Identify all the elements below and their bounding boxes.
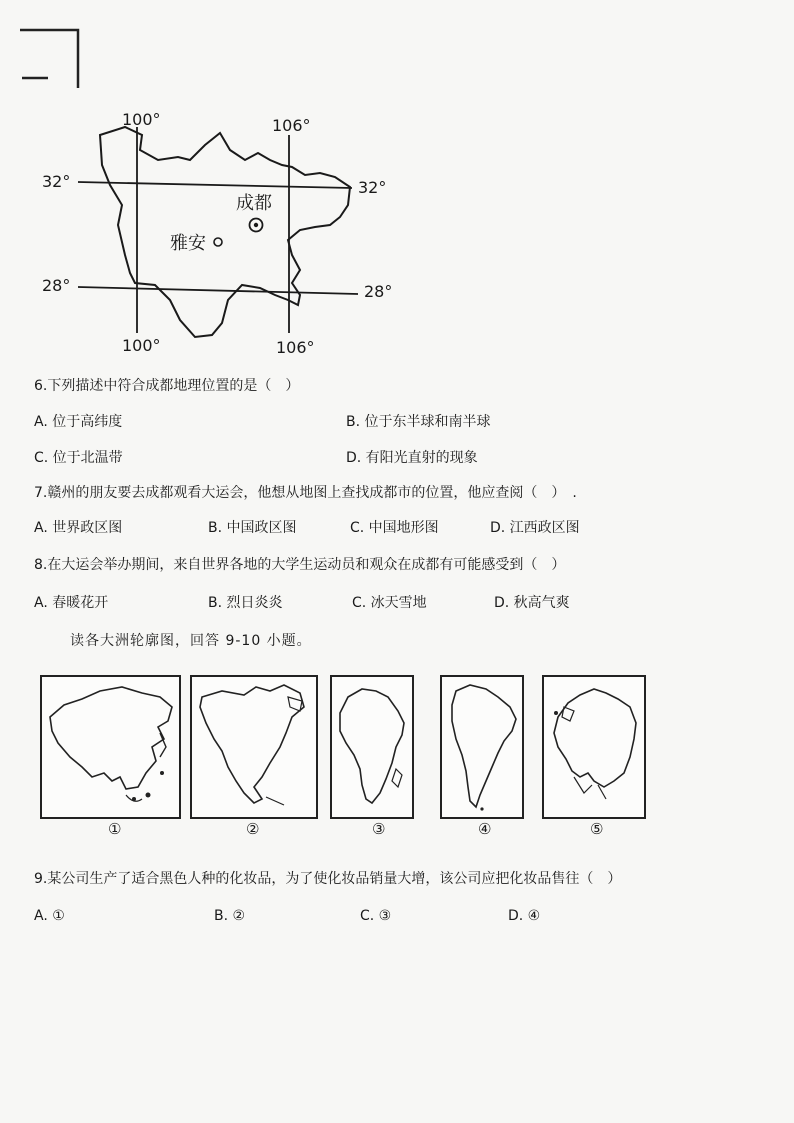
instruction-text: 读各大洲轮廓图，回答 9-10 小题。 (70, 633, 312, 649)
q7-option-c[interactable]: C. 中国地形图 (350, 520, 439, 536)
q9-option-d[interactable]: D. ④ (508, 908, 541, 924)
chengdu-marker-inner (254, 223, 258, 227)
parallel-32 (78, 182, 352, 188)
q8-option-c[interactable]: C. 冰天雪地 (352, 595, 427, 611)
asia-outline (42, 677, 179, 817)
question-6: 6.下列描述中符合成都地理位置的是（ ） (34, 378, 300, 394)
europe-outline (544, 677, 644, 817)
q6-option-c[interactable]: C. 位于北温带 (34, 450, 123, 466)
q6-option-a[interactable]: A. 位于高纬度 (34, 414, 123, 430)
continent-number-3: ③ (372, 820, 386, 838)
north-america-outline (192, 677, 316, 817)
continent-box-africa (330, 675, 414, 819)
question-7: 7.赣州的朋友要去成都观看大运会，他想从地图上查找成都市的位置，他应查阅（ ） . (34, 485, 577, 501)
south-america-outline (442, 677, 522, 817)
q6-option-d[interactable]: D. 有阳光直射的现象 (346, 450, 478, 466)
q6-option-b[interactable]: B. 位于东半球和南半球 (346, 414, 491, 430)
yaan-marker (214, 238, 222, 246)
q8-option-b[interactable]: B. 烈日炎炎 (208, 595, 283, 611)
continent-number-5: ⑤ (590, 820, 604, 838)
q9-option-a[interactable]: A. ① (34, 908, 65, 924)
q9-option-b[interactable]: B. ② (214, 908, 246, 924)
continent-number-2: ② (246, 820, 260, 838)
q8-option-a[interactable]: A. 春暖花开 (34, 595, 109, 611)
label-lon-right-top: 106° (272, 116, 311, 135)
label-lon-right-bottom: 106° (276, 338, 315, 357)
africa-outline (332, 677, 412, 817)
question-8: 8.在大运会举办期间，来自世界各地的大学生运动员和观众在成都有可能感受到（ ） (34, 557, 566, 573)
sichuan-map (30, 105, 410, 365)
continent-number-1: ① (108, 820, 122, 838)
corner-frame-mark (18, 28, 80, 90)
question-9: 9.某公司生产了适合黑色人种的化妆品，为了使化妆品销量大增，该公司应把化妆品售往（ ） (34, 871, 622, 887)
q7-option-a[interactable]: A. 世界政区图 (34, 520, 123, 536)
continent-box-europe (542, 675, 646, 819)
continent-number-4: ④ (478, 820, 492, 838)
continent-box-north-america (190, 675, 318, 819)
label-lat-top-right: 32° (358, 178, 387, 197)
continent-box-asia (40, 675, 181, 819)
city-label-yaan: 雅安 (170, 233, 206, 254)
parallel-28 (78, 287, 358, 294)
q9-option-c[interactable]: C. ③ (360, 908, 392, 924)
continent-box-south-america (440, 675, 524, 819)
label-lon-left-bottom: 100° (122, 336, 161, 355)
label-lon-left-top: 100° (122, 110, 161, 129)
q8-option-d[interactable]: D. 秋高气爽 (494, 595, 570, 611)
label-lat-bottom-right: 28° (364, 282, 393, 301)
label-lat-bottom-left: 28° (42, 276, 71, 295)
q7-option-b[interactable]: B. 中国政区图 (208, 520, 297, 536)
q7-option-d[interactable]: D. 江西政区图 (490, 520, 580, 536)
city-label-chengdu: 成都 (236, 193, 272, 214)
label-lat-top-left: 32° (42, 172, 71, 191)
